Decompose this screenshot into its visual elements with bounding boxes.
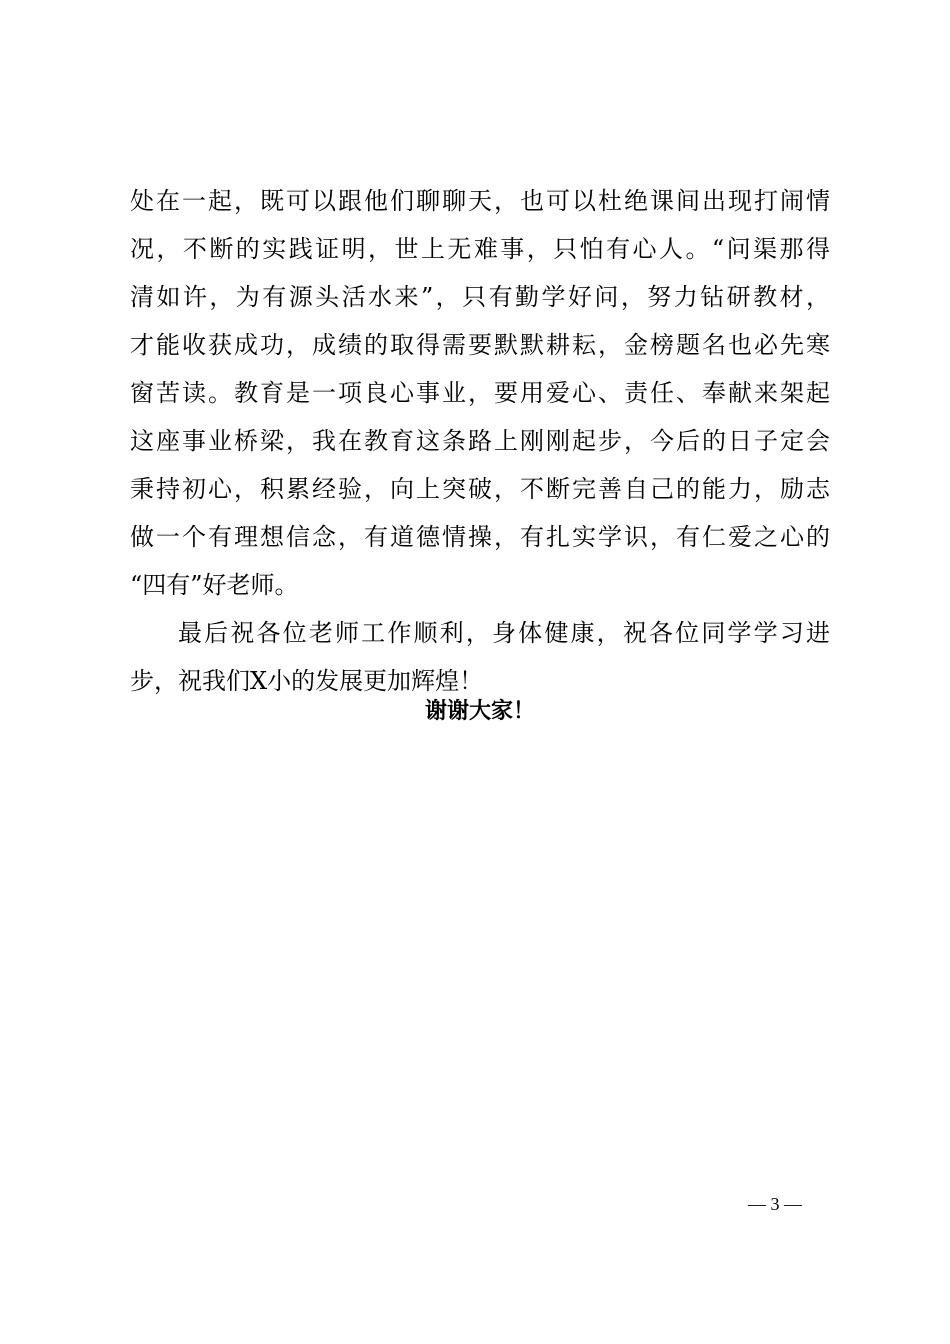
text-line: 况，不断的实践证明，世上无难事，只怕有心人。“问渠那得: [130, 235, 830, 263]
closing-remark: 谢谢大家！: [424, 699, 535, 724]
paragraph-1: [130, 177, 830, 609]
text-line: “四有”好老师。: [130, 571, 299, 599]
text-line: 做一个有理想信念，有道德情操，有扎实学识，有仁爱之心的: [130, 523, 830, 551]
text-line: 这座事业桥梁，我在教育这条路上刚刚起步，今后的日子定会: [130, 427, 830, 455]
text-line: 清如许，为有源头活水来”，只有勤学好问，努力钻研教材，: [130, 283, 830, 311]
page-number: — 3 —: [748, 1194, 802, 1214]
text-line: 秉持初心，积累经验，向上突破，不断完善自己的能力，励志: [130, 475, 830, 503]
text-line: 步，祝我们X小的发展更加辉煌！: [130, 667, 484, 695]
document-body: [130, 177, 830, 705]
text-line: 处在一起，既可以跟他们聊聊天，也可以杜绝课间出现打闹情: [130, 187, 830, 215]
text-line: 最后祝各位老师工作顺利，身体健康，祝各位同学学习进: [178, 619, 830, 647]
text-line: 才能收获成功，成绩的取得需要默默耕耘，金榜题名也必先寒: [130, 331, 830, 359]
text-line: 窗苦读。教育是一项良心事业，要用爱心、责任、奉献来架起: [130, 379, 830, 407]
